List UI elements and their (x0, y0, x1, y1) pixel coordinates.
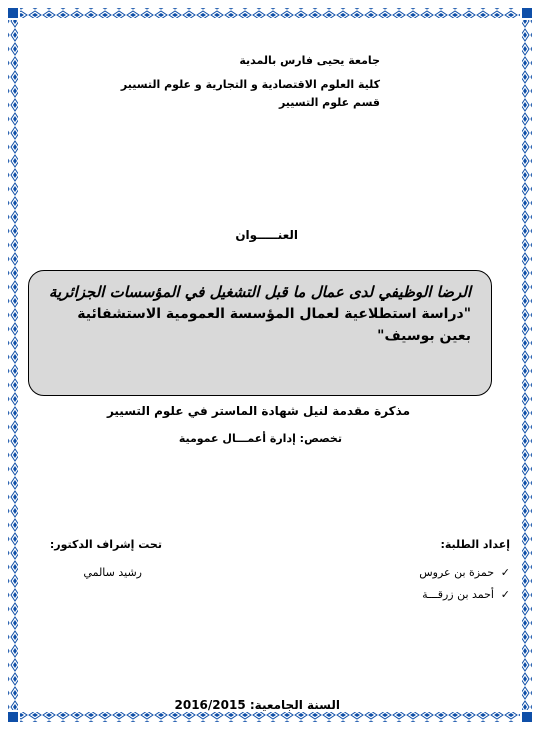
prepared-by-label: إعداد الطلبة: (440, 538, 510, 551)
thesis-title-box (28, 270, 492, 396)
faculty-name: كلية العلوم الاقتصادية و التجارية و علوم التسيير (120, 78, 380, 91)
specialty: تخصص: إدارة أعمـــال عمومية (178, 432, 342, 445)
title-label: العنـــــوان (235, 228, 298, 242)
check-icon: ✓ (500, 566, 510, 579)
academic-year: السنة الجامعية: 2016/2015 (174, 698, 340, 712)
thesis-title-line1: الرضا الوظيفي لدى عمال ما قبل التشغيل في المؤسسات الجزائرية (48, 283, 471, 301)
memo-description: مذكرة مقدمة لنيل شهادة الماستر في علوم التسيير (106, 404, 410, 418)
supervisor-label: تحت إشراف الدكتور: (49, 538, 162, 551)
thesis-title-line3: بعين بوسيف" (377, 328, 471, 344)
department-name: قسم علوم التسيير (278, 96, 380, 109)
thesis-title-line2: "دراسة استطلاعية لعمال المؤسسة العمومية الاستشفائية (77, 306, 471, 322)
university-name: جامعة يحيى فارس بالمدية (239, 54, 380, 67)
check-icon: ✓ (500, 588, 510, 601)
supervisor-name: رشيد سالمي (83, 566, 142, 579)
student-name: حمزة بن عروس (419, 566, 494, 579)
student-name: أحمد بن زرقـــة (422, 588, 494, 601)
thesis-title (49, 281, 471, 347)
